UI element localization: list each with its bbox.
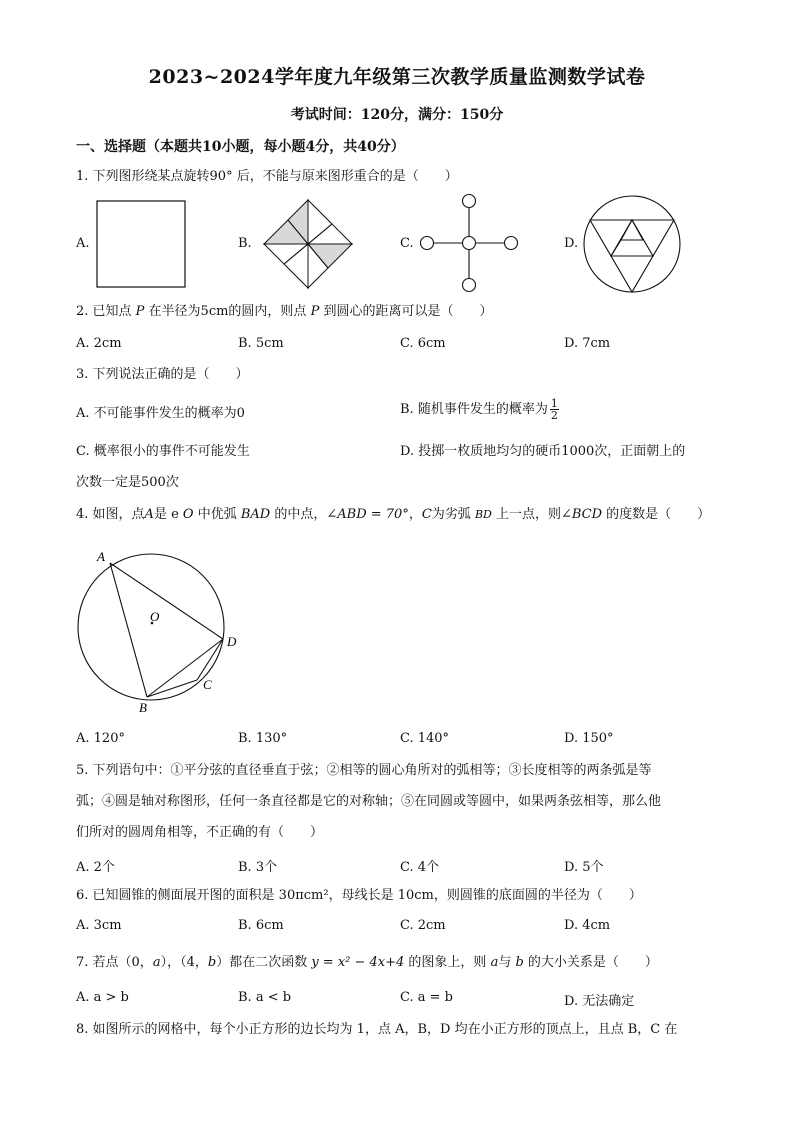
- fraction-one-half: $\frac{1}{2}$: [550, 397, 558, 422]
- q6-option-b: B. 6cm: [238, 918, 284, 933]
- q7-option-b: B. a < b: [238, 990, 292, 1005]
- q3-option-c: C. 概率很小的事件不可能发生: [76, 444, 250, 459]
- exam-info: 考试时间：120分，满分：150分: [290, 107, 504, 123]
- q5-option-c: C. 4个: [400, 860, 440, 875]
- label-o: O: [150, 609, 160, 624]
- question-8-text: 8. 如图所示的网格中，每个小正方形的边长均为 1，点 A，B，D 均在小正方形的顶点上，且点 B，C 在: [76, 1022, 678, 1037]
- q6-option-c: C. 2cm: [400, 918, 446, 933]
- circle-inscribed-figure: [70, 545, 250, 720]
- q1-option-d-label: D.: [564, 236, 579, 251]
- q4-option-d: D. 150°: [564, 731, 614, 746]
- q5-option-b: B. 3个: [238, 860, 278, 875]
- label-b: B: [139, 700, 147, 715]
- q1-option-b-label: B.: [238, 236, 252, 251]
- q2-option-a: A. 2cm: [76, 336, 122, 351]
- q7-option-a: A. a > b: [76, 990, 129, 1005]
- question-5-line-2: 弧；④圆是轴对称图形，任何一条直径都是它的对称轴；⑤在同圆或等圆中，如果两条弦相等，那么他: [76, 794, 662, 809]
- page-title: 2023~2024学年度九年级第三次教学质量监测数学试卷: [148, 66, 646, 88]
- q6-option-a: A. 3cm: [76, 918, 122, 933]
- label-a: A: [97, 549, 105, 564]
- q3-option-d-continued: 次数一定是500次: [76, 475, 179, 490]
- q7-option-c: C. a = b: [400, 990, 453, 1005]
- section-heading: 一、选择题（本题共10小题，每小题4分，共40分）: [76, 139, 405, 155]
- q3-option-d: D. 投掷一枚质地均匀的硬币1000次，正面朝上的: [400, 444, 686, 459]
- pinwheel-figure: [258, 196, 358, 292]
- question-5-line-1: 5. 下列语句中：①平分弦的直径垂直于弦；②相等的圆心角所对的弧相等；③长度相等的两条弧是等: [76, 763, 652, 778]
- label-c: C: [203, 677, 212, 692]
- q3-option-b: B. 随机事件发生的概率为 $\frac{1}{2}$: [400, 397, 558, 422]
- q1-option-a-label: A.: [76, 236, 90, 251]
- q6-option-d: D. 4cm: [564, 918, 611, 933]
- q5-option-d: D. 5个: [564, 860, 604, 875]
- question-6-text: 6. 已知圆锥的侧面展开图的面积是 30πcm²，母线长是 10cm，则圆锥的底面圆的半径为（ ）: [76, 888, 642, 903]
- question-2-text: 2. 已知点 P 在半径为5cm的圆内，则点 P 到圆心的距离可以是（ ）: [76, 304, 493, 319]
- circle-triangle-figure: [582, 194, 682, 294]
- question-4-text: 4. 如图，点A是 e O 中优弧 BAD 的中点，∠ABD = 70°，C为劣弧 BD 上一点，则∠BCD 的度数是（ ）: [76, 507, 711, 522]
- q1-option-c-label: C.: [400, 236, 414, 251]
- q4-option-a: A. 120°: [76, 731, 125, 746]
- q2-option-c: C. 6cm: [400, 336, 446, 351]
- label-d: D: [227, 634, 237, 649]
- cross-circles-figure: [418, 192, 520, 294]
- q2-option-b: B. 5cm: [238, 336, 284, 351]
- q7-option-d: D. 无法确定: [564, 994, 635, 1009]
- square-figure: [96, 200, 186, 288]
- question-7-text: 7. 若点（0，a），（4，b）都在二次函数 y = x² − 4x+4 的图象上，则 a与 b 的大小关系是（ ）: [76, 955, 658, 970]
- q5-option-a: A. 2个: [76, 860, 115, 875]
- q3-option-a: A. 不可能事件发生的概率为0: [76, 406, 245, 421]
- question-5-line-3: 们所对的圆周角相等，不正确的有（ ）: [76, 825, 324, 840]
- q4-option-c: C. 140°: [400, 731, 450, 746]
- q4-option-b: B. 130°: [238, 731, 288, 746]
- q2-option-d: D. 7cm: [564, 336, 611, 351]
- question-3-text: 3. 下列说法正确的是（ ）: [76, 367, 249, 382]
- question-1-text: 1. 下列图形绕某点旋转90° 后，不能与原来图形重合的是（ ）: [76, 169, 458, 184]
